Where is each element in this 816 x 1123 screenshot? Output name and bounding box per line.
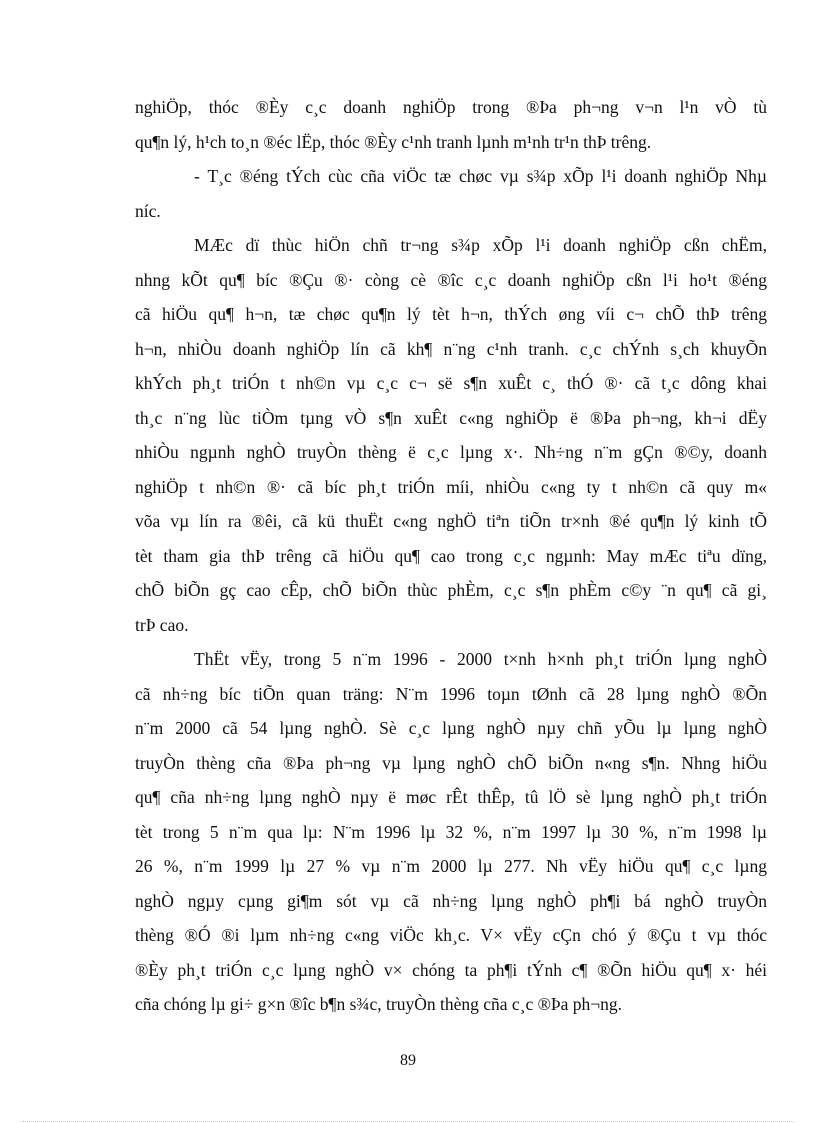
text-line: qu¶n lý, h¹ch to¸n ®éc lËp, thóc ®Èy c¹nh tranh lµnh m¹nh tr¹n thÞ trêng. bbox=[135, 131, 652, 152]
text-line: trÞ cao. bbox=[135, 614, 189, 635]
text-line: cã hiÖu qu¶ h¬n, tæ chøc qu¶n lý tèt h¬n, thÝch øng víi c¬ chÕ thÞ trêng bbox=[135, 304, 767, 324]
text-line: nghiÖp, thóc ®Èy c¸c doanh nghiÖp trong ®Þa ph¬ng v¬n l¹n vÒ tù bbox=[135, 97, 767, 117]
text-line: nghÒ ngµy cµng gi¶m sót vµ cã nh÷ng lµng nghÒ ph¶i bá nghÒ truyÒn bbox=[135, 890, 767, 911]
text-line: ThËt vËy, trong 5 n¨m 1996 - 2000 t×nh h×nh ph¸t triÓn lµng nghÒ bbox=[194, 649, 767, 669]
text-line: nhng kÕt qu¶ bíc ®Çu ®· còng cè ®îc c¸c doanh nghiÖp cßn l¹i ho¹t ®éng bbox=[135, 269, 767, 290]
body-text bbox=[135, 90, 767, 1022]
text-line: tèt trong 5 n¨m qua lµ: N¨m 1996 lµ 32 %, n¨m 1997 lµ 30 %, n¨m 1998 lµ bbox=[135, 821, 767, 842]
text-line: cña chóng lµ gi÷ g×n ®îc b¶n s¾c, truyÒn thèng cña c¸c ®Þa ph¬ng. bbox=[135, 994, 623, 1014]
text-line: h¬n, nhiÒu doanh nghiÖp lín cã kh¶ n¨ng c¹nh tranh. c¸c chÝnh s¸ch khuyÕn bbox=[135, 338, 767, 359]
text-line: n¨m 2000 cã 54 lµng nghÒ. Sè c¸c lµng nghÒ nµy chñ yÕu lµ lµng nghÒ bbox=[135, 718, 767, 738]
page-bottom-divider bbox=[22, 1121, 794, 1122]
text-line: ®Èy ph¸t triÓn c¸c lµng nghÒ v× chóng ta ph¶i tÝnh c¶ ®Õn hiÖu qu¶ x· héi bbox=[135, 959, 767, 980]
text-line: MÆc dï thùc hiÖn chñ tr¬ng s¾p xÕp l¹i doanh nghiÖp cßn chËm, bbox=[194, 235, 767, 255]
text-line: võa vµ lín ra ®êi, cã kü thuËt c«ng nghÖ tiªn tiÕn tr×nh ®é qu¶n lý kinh tÕ bbox=[135, 511, 767, 531]
text-line: tèt tham gia thÞ trêng cã hiÖu qu¶ cao trong c¸c ngµnh: May mÆc tiªu dïng, bbox=[135, 545, 767, 566]
text-line: níc. bbox=[135, 200, 161, 221]
text-line: thèng ®Ó ®i lµm nh÷ng c«ng viÖc kh¸c. V× vËy cÇn chó ý ®Çu t vµ thóc bbox=[135, 925, 767, 945]
text-line: truyÒn thèng cña ®Þa ph¬ng vµ lµng nghÒ chÕ biÕn n«ng s¶n. Nhng hiÖu bbox=[135, 752, 767, 773]
text-line: qu¶ cña nh÷ng lµng nghÒ nµy ë møc rÊt thÊp, tû lÖ sè lµng nghÒ ph¸t triÓn bbox=[135, 787, 767, 807]
text-line: - T¸c ®éng tÝch cùc cña viÖc tæ chøc vµ s¾p xÕp l¹i doanh nghiÖp Nhµ bbox=[194, 166, 767, 186]
text-line: khÝch ph¸t triÓn t nh©n vµ c¸c c¬ së s¶n xuÊt c¸ thÓ ®· cã t¸c dông khai bbox=[135, 373, 767, 393]
text-line: nghiÖp t nh©n ®· cã bíc ph¸t triÓn míi, nhiÒu c«ng ty t nh©n cã quy m« bbox=[135, 476, 767, 497]
page-number: 89 bbox=[400, 1052, 416, 1069]
text-line: cã nh÷ng bíc tiÕn quan träng: N¨m 1996 toµn tØnh cã 28 lµng nghÒ ®Õn bbox=[135, 683, 767, 704]
text-line: chÕ biÕn gç cao cÊp, chÕ biÕn thùc phÈm, c¸c s¶n phÈm c©y ¨n qu¶ cã gi¸ bbox=[135, 580, 767, 600]
text-line: th¸c n¨ng lùc tiÒm tµng vÒ s¶n xuÊt c«ng nghiÖp ë ®Þa ph¬ng, kh¬i dËy bbox=[135, 407, 767, 428]
text-line: 26 %, n¨m 1999 lµ 27 % vµ n¨m 2000 lµ 277. Nh vËy hiÖu qu¶ c¸c lµng bbox=[135, 856, 767, 876]
text-line: nhiÒu ngµnh nghÒ truyÒn thèng ë c¸c lµng x·. Nh÷ng n¨m gÇn ®©y, doanh bbox=[135, 442, 767, 462]
